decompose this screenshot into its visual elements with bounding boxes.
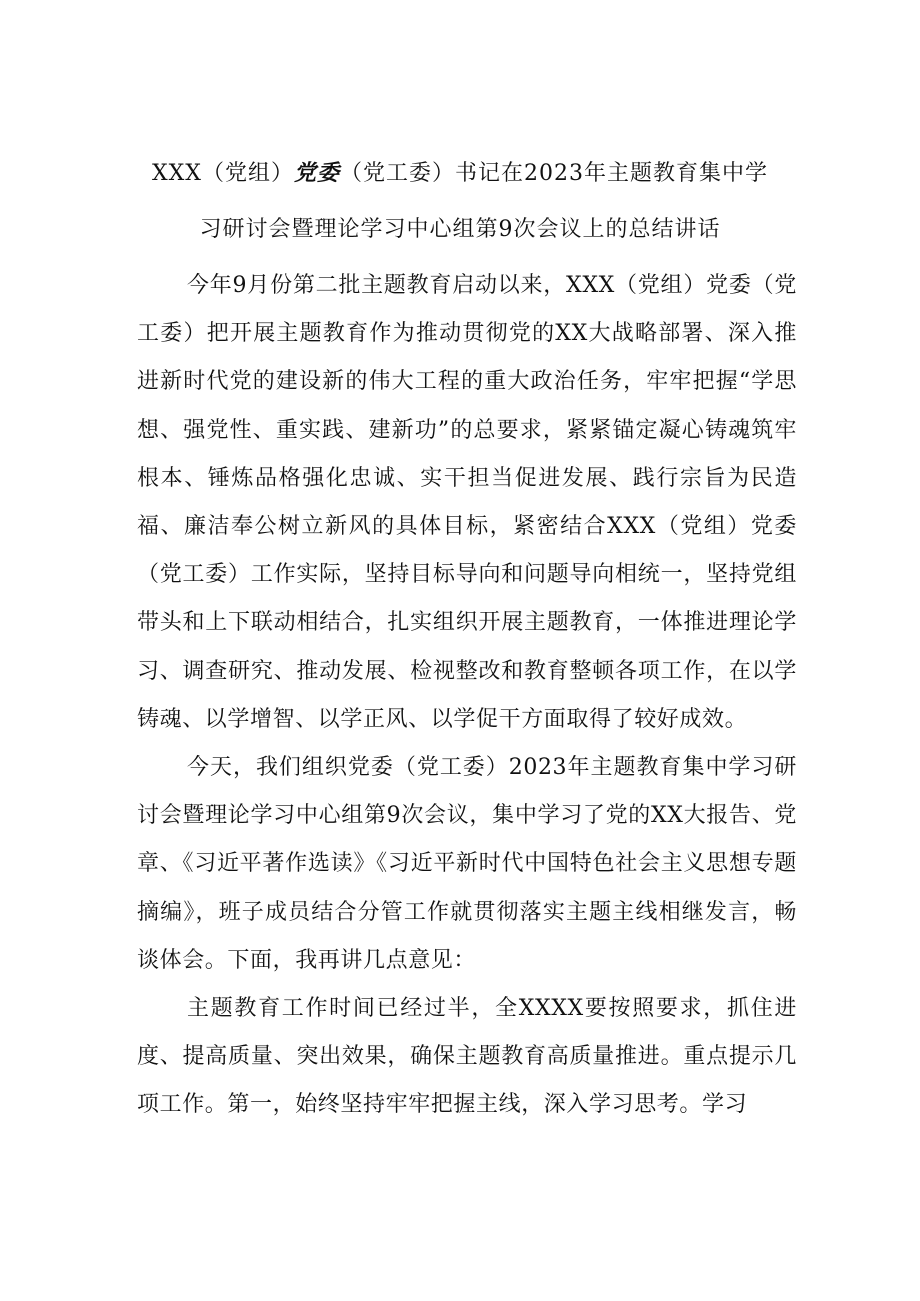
document-title-line-1 xyxy=(0,156,920,187)
paragraph-3: 主题教育工作时间已经过半，全XXXX要按照要求，抓住进度、提高质量、突出效果，确保主题教育高质量推进。重点提示几项工作。第一，始终坚持牢牢把握主线，深入学习思考。学习 xyxy=(137,996,797,1118)
document-title-line-2: 习研讨会暨理论学习中心组第9次会议上的总结讲话 xyxy=(199,217,721,242)
document-body xyxy=(137,262,797,1130)
paragraph-2: 今天，我们组织党委（党工委）2023年主题教育集中学习研讨会暨理论学习中心组第9次会议，集中学习了党的XX大报告、党章、《习近平著作选读》《习近平新时代中国特色社会主义思想专题摘编》，班子成员结合分管工作就贯彻落实主题主线相继发言，畅谈体会。下面，我再讲几点意见： xyxy=(137,755,797,973)
title-emphasis: 党委 xyxy=(293,160,340,186)
paragraph-1: 今年9月份第二批主题教育启动以来，XXX（党组）党委（党工委）把开展主题教育作为推动贯彻党的XX大战略部署、深入推进新时代党的建设新的伟大工程的重大政治任务，牢牢把握“学思想、强党性、重实践、建新功”的总要求，紧紧锚定凝心铸魂筑牢根本、锤炼品格强化忠诚、实干担当促进发展、践行宗旨为民造福、廉洁奉公树立新风的具体目标，紧密结合XXX（党组）党委（党工委）工作实际，坚持目标导向和问题导向相统一，坚持党组带头和上下联动相结合，扎实组织开展主题教育，一体推进理论学习、调查研究、推动发展、检视整改和教育整顿各项工作，在以学铸魂、以学增智、以学正风、以学促干方面取得了较好成效。 xyxy=(137,273,797,732)
title-suffix: （党工委）书记在2023年主题教育集中学 xyxy=(340,161,768,186)
title-prefix: XXX（党组） xyxy=(151,161,294,186)
